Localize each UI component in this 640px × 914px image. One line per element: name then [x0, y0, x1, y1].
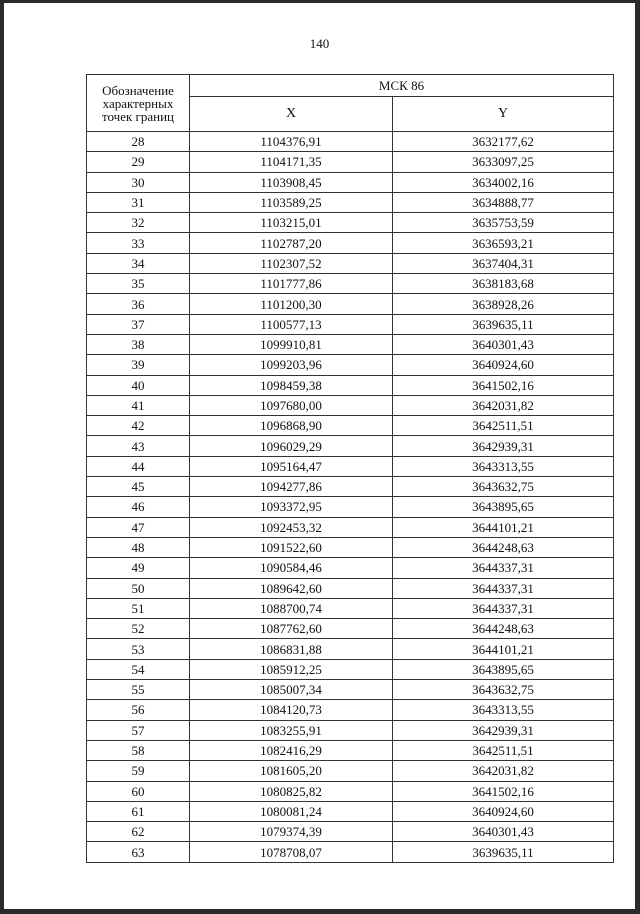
- point-number-cell: 52: [87, 619, 190, 639]
- point-number-cell: 61: [87, 801, 190, 821]
- x-coordinate-cell: 1093372,95: [190, 497, 393, 517]
- x-coordinate-cell: 1099203,96: [190, 355, 393, 375]
- x-coordinate-cell: 1092453,32: [190, 517, 393, 537]
- point-number-cell: 42: [87, 416, 190, 436]
- table-row: [87, 822, 614, 842]
- table-row: [87, 172, 614, 192]
- point-number-cell: 45: [87, 477, 190, 497]
- y-coordinate-cell: 3642939,31: [393, 436, 614, 456]
- x-coordinate-cell: 1078708,07: [190, 842, 393, 862]
- x-coordinate-cell: 1084120,73: [190, 700, 393, 720]
- table-row: [87, 517, 614, 537]
- y-coordinate-cell: 3642939,31: [393, 720, 614, 740]
- x-coordinate-cell: 1080825,82: [190, 781, 393, 801]
- y-coordinate-cell: 3644337,31: [393, 598, 614, 618]
- x-coordinate-cell: 1101200,30: [190, 294, 393, 314]
- x-coordinate-cell: 1085007,34: [190, 680, 393, 700]
- table-row: [87, 801, 614, 821]
- y-coordinate-cell: 3641502,16: [393, 781, 614, 801]
- y-coordinate-cell: 3639635,11: [393, 842, 614, 862]
- point-number-cell: 62: [87, 822, 190, 842]
- point-number-cell: 56: [87, 700, 190, 720]
- x-coordinate-cell: 1081605,20: [190, 761, 393, 781]
- y-coordinate-cell: 3643632,75: [393, 680, 614, 700]
- y-column-header: Y: [393, 97, 614, 132]
- y-coordinate-cell: 3640924,60: [393, 801, 614, 821]
- table-row: [87, 477, 614, 497]
- x-coordinate-cell: 1098459,38: [190, 375, 393, 395]
- table-body: [87, 132, 614, 863]
- point-number-cell: 31: [87, 192, 190, 212]
- point-number-cell: 28: [87, 132, 190, 152]
- y-coordinate-cell: 3636593,21: [393, 233, 614, 253]
- table-row: [87, 274, 614, 294]
- x-coordinate-cell: 1101777,86: [190, 274, 393, 294]
- table-row: [87, 781, 614, 801]
- point-number-cell: 51: [87, 598, 190, 618]
- x-coordinate-cell: 1094277,86: [190, 477, 393, 497]
- x-coordinate-cell: 1100577,13: [190, 314, 393, 334]
- table-row: [87, 152, 614, 172]
- point-number-cell: 43: [87, 436, 190, 456]
- table-row: [87, 680, 614, 700]
- x-coordinate-cell: 1083255,91: [190, 720, 393, 740]
- point-number-cell: 60: [87, 781, 190, 801]
- y-coordinate-cell: 3637404,31: [393, 253, 614, 273]
- x-coordinate-cell: 1103908,45: [190, 172, 393, 192]
- table-row: [87, 334, 614, 354]
- point-number-cell: 36: [87, 294, 190, 314]
- y-coordinate-cell: 3644101,21: [393, 517, 614, 537]
- point-number-cell: 46: [87, 497, 190, 517]
- table-row: [87, 842, 614, 862]
- table-row: [87, 456, 614, 476]
- y-coordinate-cell: 3638183,68: [393, 274, 614, 294]
- y-coordinate-cell: 3640924,60: [393, 355, 614, 375]
- point-number-cell: 29: [87, 152, 190, 172]
- x-coordinate-cell: 1102787,20: [190, 233, 393, 253]
- x-coordinate-cell: 1096868,90: [190, 416, 393, 436]
- y-coordinate-cell: 3643895,65: [393, 659, 614, 679]
- point-label-header: Обозначение характерных точек границ: [87, 75, 190, 132]
- y-coordinate-cell: 3642031,82: [393, 395, 614, 415]
- x-column-header: X: [190, 97, 393, 132]
- x-coordinate-cell: 1091522,60: [190, 537, 393, 557]
- point-number-cell: 50: [87, 578, 190, 598]
- x-coordinate-cell: 1102307,52: [190, 253, 393, 273]
- x-coordinate-cell: 1085912,25: [190, 659, 393, 679]
- table-row: [87, 578, 614, 598]
- page-number: 140: [309, 36, 330, 51]
- y-coordinate-cell: 3633097,25: [393, 152, 614, 172]
- table-row: [87, 355, 614, 375]
- table-row: [87, 213, 614, 233]
- x-coordinate-cell: 1099910,81: [190, 334, 393, 354]
- table-row: [87, 537, 614, 557]
- x-coordinate-cell: 1087762,60: [190, 619, 393, 639]
- table-row: [87, 639, 614, 659]
- x-coordinate-cell: 1090584,46: [190, 558, 393, 578]
- table-row: [87, 659, 614, 679]
- coordinates-table: [86, 74, 614, 863]
- point-number-cell: 32: [87, 213, 190, 233]
- table-row: [87, 294, 614, 314]
- point-number-cell: 41: [87, 395, 190, 415]
- y-coordinate-cell: 3644248,63: [393, 619, 614, 639]
- point-number-cell: 58: [87, 740, 190, 760]
- point-number-cell: 33: [87, 233, 190, 253]
- table-row: [87, 598, 614, 618]
- table-row: [87, 619, 614, 639]
- x-coordinate-cell: 1104171,35: [190, 152, 393, 172]
- point-number-cell: 34: [87, 253, 190, 273]
- table-row: [87, 253, 614, 273]
- y-coordinate-cell: 3644337,31: [393, 578, 614, 598]
- y-coordinate-cell: 3642511,51: [393, 740, 614, 760]
- y-coordinate-cell: 3644101,21: [393, 639, 614, 659]
- y-coordinate-cell: 3634888,77: [393, 192, 614, 212]
- table-row: [87, 314, 614, 334]
- point-number-cell: 39: [87, 355, 190, 375]
- y-coordinate-cell: 3639635,11: [393, 314, 614, 334]
- table-row: [87, 436, 614, 456]
- x-coordinate-cell: 1089642,60: [190, 578, 393, 598]
- y-coordinate-cell: 3640301,43: [393, 334, 614, 354]
- point-number-cell: 59: [87, 761, 190, 781]
- coordinate-system-header: МСК 86: [190, 75, 614, 97]
- x-coordinate-cell: 1097680,00: [190, 395, 393, 415]
- y-coordinate-cell: 3632177,62: [393, 132, 614, 152]
- point-number-cell: 54: [87, 659, 190, 679]
- table-row: [87, 700, 614, 720]
- y-coordinate-cell: 3643313,55: [393, 456, 614, 476]
- y-coordinate-cell: 3643632,75: [393, 477, 614, 497]
- point-number-cell: 47: [87, 517, 190, 537]
- x-coordinate-cell: 1080081,24: [190, 801, 393, 821]
- point-number-cell: 53: [87, 639, 190, 659]
- point-number-cell: 48: [87, 537, 190, 557]
- y-coordinate-cell: 3634002,16: [393, 172, 614, 192]
- point-number-cell: 44: [87, 456, 190, 476]
- point-number-cell: 55: [87, 680, 190, 700]
- x-coordinate-cell: 1095164,47: [190, 456, 393, 476]
- table-row: [87, 558, 614, 578]
- point-number-cell: 30: [87, 172, 190, 192]
- y-coordinate-cell: 3643313,55: [393, 700, 614, 720]
- x-coordinate-cell: 1088700,74: [190, 598, 393, 618]
- y-coordinate-cell: 3638928,26: [393, 294, 614, 314]
- table-row: [87, 761, 614, 781]
- table-row: [87, 497, 614, 517]
- point-number-cell: 37: [87, 314, 190, 334]
- y-coordinate-cell: 3642031,82: [393, 761, 614, 781]
- y-coordinate-cell: 3635753,59: [393, 213, 614, 233]
- x-coordinate-cell: 1103589,25: [190, 192, 393, 212]
- table-row: [87, 395, 614, 415]
- x-coordinate-cell: 1082416,29: [190, 740, 393, 760]
- x-coordinate-cell: 1079374,39: [190, 822, 393, 842]
- point-number-cell: 57: [87, 720, 190, 740]
- y-coordinate-cell: 3644248,63: [393, 537, 614, 557]
- point-number-cell: 38: [87, 334, 190, 354]
- table-row: [87, 720, 614, 740]
- point-number-cell: 40: [87, 375, 190, 395]
- table-row: [87, 375, 614, 395]
- y-coordinate-cell: 3644337,31: [393, 558, 614, 578]
- y-coordinate-cell: 3643895,65: [393, 497, 614, 517]
- y-coordinate-cell: 3640301,43: [393, 822, 614, 842]
- table-row: [87, 132, 614, 152]
- x-coordinate-cell: 1086831,88: [190, 639, 393, 659]
- table-row: [87, 740, 614, 760]
- table-row: [87, 192, 614, 212]
- point-number-cell: 35: [87, 274, 190, 294]
- document-page: [4, 3, 635, 909]
- point-number-cell: 49: [87, 558, 190, 578]
- x-coordinate-cell: 1103215,01: [190, 213, 393, 233]
- x-coordinate-cell: 1096029,29: [190, 436, 393, 456]
- y-coordinate-cell: 3641502,16: [393, 375, 614, 395]
- table-row: [87, 233, 614, 253]
- x-coordinate-cell: 1104376,91: [190, 132, 393, 152]
- y-coordinate-cell: 3642511,51: [393, 416, 614, 436]
- point-number-cell: 63: [87, 842, 190, 862]
- table-row: [87, 416, 614, 436]
